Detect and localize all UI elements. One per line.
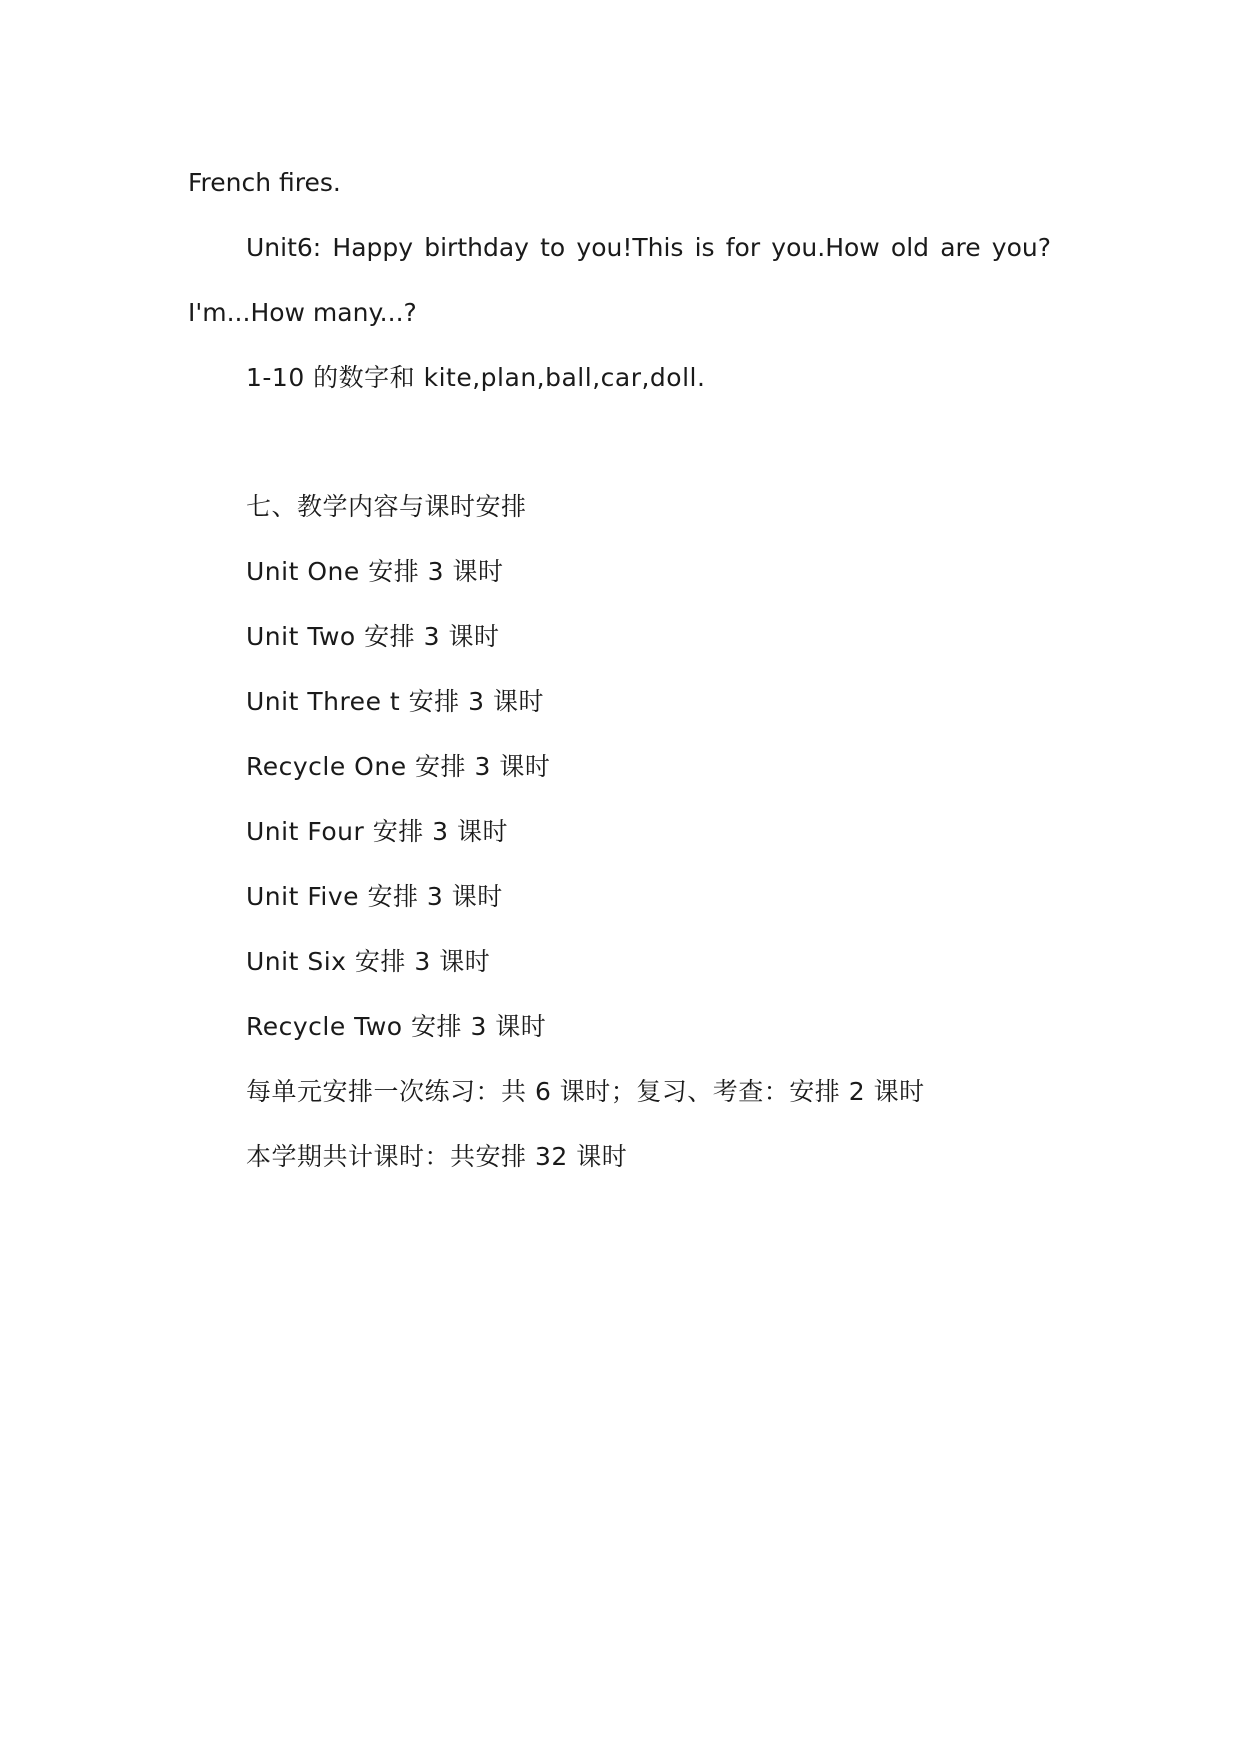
schedule-item-unit-four: Unit Four 安排 3 课时 <box>246 817 508 846</box>
text-line-unit6-continued: I'm...How many...? <box>188 298 417 327</box>
schedule-item-unit-one: Unit One 安排 3 课时 <box>246 557 504 586</box>
schedule-item-unit-five: Unit Five 安排 3 课时 <box>246 882 503 911</box>
practice-note: 每单元安排一次练习：共 6 课时；复习、考查：安排 2 课时 <box>246 1077 925 1106</box>
text-line-numbers-vocab: 1-10 的数字和 kite,plan,ball,car,doll. <box>246 363 706 392</box>
text-line-french-fires: French fires. <box>188 168 341 197</box>
schedule-item-recycle-two: Recycle Two 安排 3 课时 <box>246 1012 547 1041</box>
section-heading: 七、教学内容与课时安排 <box>246 492 527 521</box>
text-line-unit6: Unit6: Happy birthday to you!This is for you.How old are you? <box>246 233 1051 262</box>
schedule-item-recycle-one: Recycle One 安排 3 课时 <box>246 752 551 781</box>
schedule-item-unit-three: Unit Three t 安排 3 课时 <box>246 687 544 716</box>
schedule-item-unit-two: Unit Two 安排 3 课时 <box>246 622 500 651</box>
total-hours-note: 本学期共计课时：共安排 32 课时 <box>246 1142 628 1171</box>
schedule-item-unit-six: Unit Six 安排 3 课时 <box>246 947 491 976</box>
